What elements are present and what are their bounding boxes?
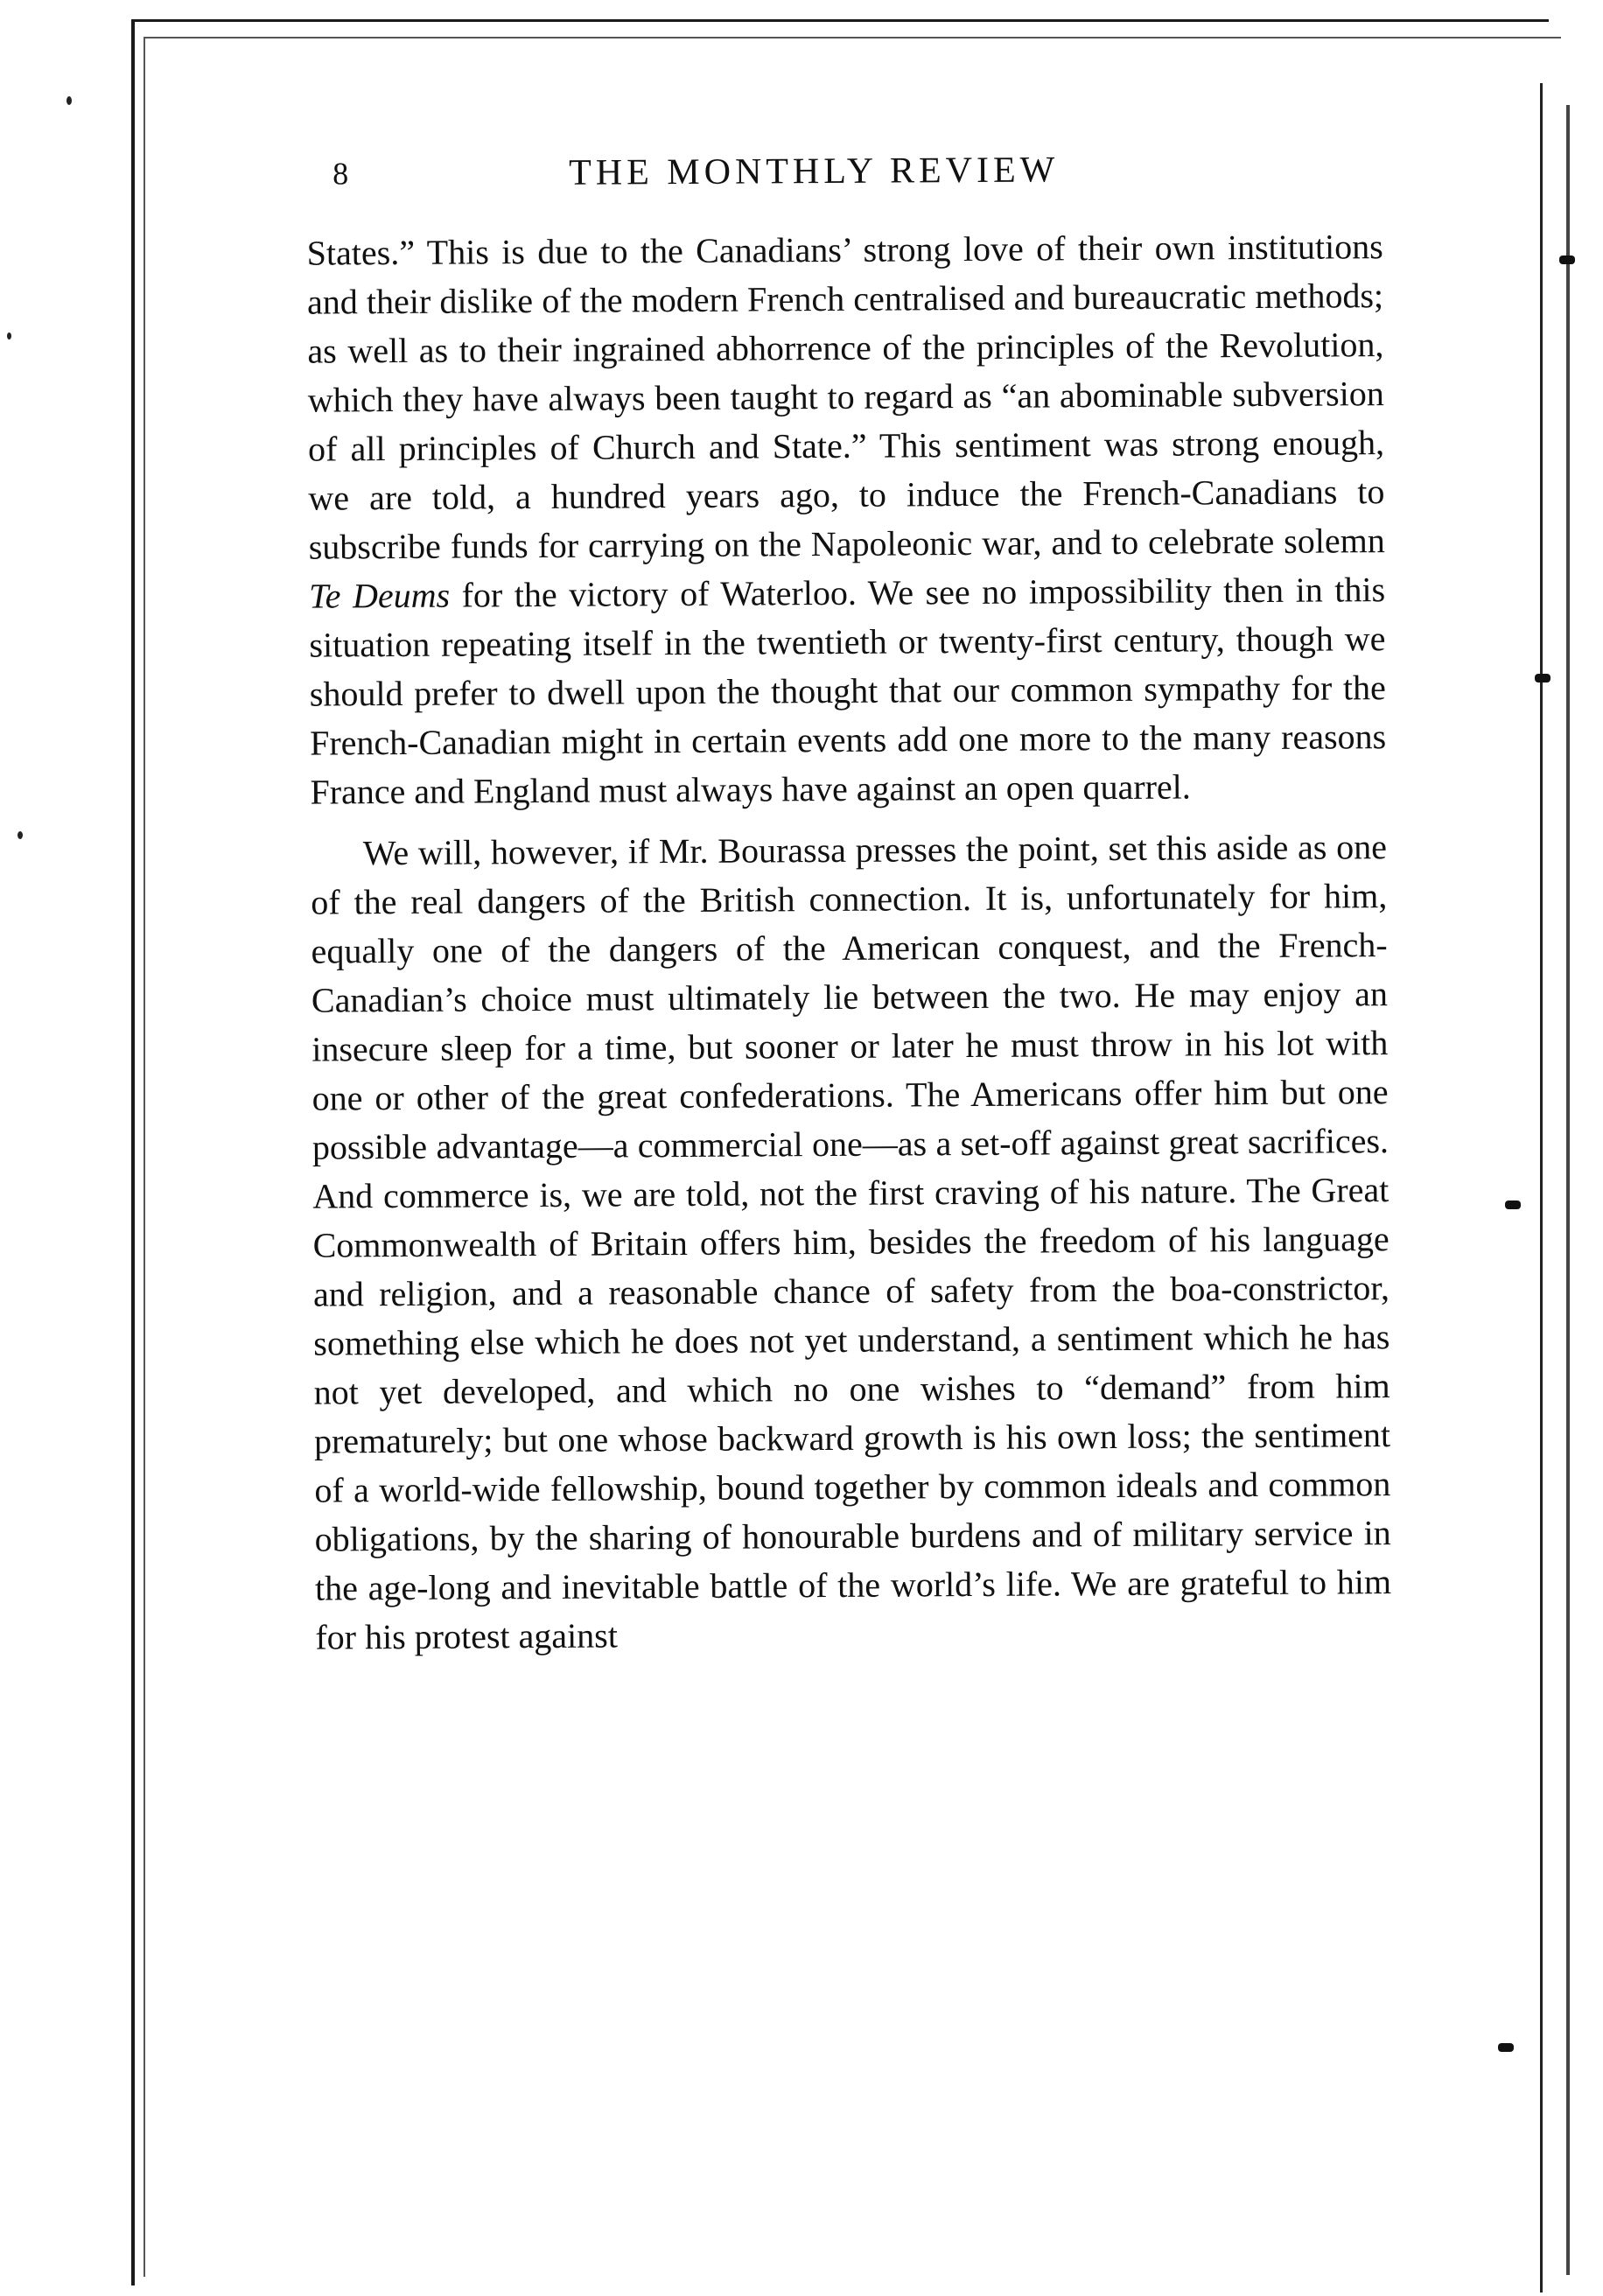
- binding-edge-line: [1566, 105, 1570, 2275]
- document-page: [254, 142, 1404, 2231]
- italic-phrase: Te Deums: [308, 575, 451, 616]
- paragraph-1-text-start: States.” This is due to the Canadians’ strong love of their own institutions and their dislike of the modern French centralised and bureaucratic methods; as well as to their ingrained abhorrence of the principles of the Revolution, which they have always been taught to regard as “an abominable subversion of all principles of Church and State.” This sentiment was strong enough, we are told, a hundred years ago, to induce the French-Canadians to subscribe funds for carrying on the Napoleonic war, and to celebrate solemn: [306, 227, 1385, 567]
- paragraph-2: We will, however, if Mr. Bourassa presses the point, set this aside as one of the real dangers of the British connection. It is, unfortunately for him, equally one of the dangers of the American conquest, and the French-Canadian’s choice must ultimately lie between the two. He may enjoy an insecure sleep for a time, but sooner or later he must throw in his lot with one or other of the great confederations. The Americans offer him but one possible advantage—a commercial one—as a set-off against great sacrifices. And commerce is, we are told, not the first craving of his nature. The Great Commonwealth of Britain offers him, besides the freedom of his language and religion, and a reasonable chance of safety from the boa-constrictor, something else which he does not yet understand, a sentiment which he has not yet developed, and which no one wishes to “demand” from him prematurely; but one whose backward growth is his own loss; the sentiment of a world-wide fellowship, bound together by common ideals and common obligations, by the sharing of honourable burdens and of military service in the age-long and inevitable battle of the world’s life. We are grateful to him for his protest against: [311, 827, 1392, 1657]
- scan-speck: [66, 96, 72, 105]
- binding-mark: [1505, 1200, 1521, 1209]
- binding-mark: [1535, 674, 1550, 682]
- binding-mark: [1559, 256, 1575, 264]
- binding-mark: [1498, 2043, 1514, 2052]
- paragraph-1: [307, 222, 1387, 817]
- running-header: [254, 142, 1391, 219]
- paragraph-1-text-end: for the victory of Waterloo. We see no impossibility then in this situation repeating itself in the twentieth or twenty-first century, though we should prefer to dwell upon the thought that our common sympathy for the French-Canadian might in certain events add one more to the many reasons France and England must always have against an open quarrel.: [309, 570, 1387, 812]
- scan-speck: [18, 831, 23, 839]
- body-text: [307, 222, 1392, 1662]
- running-title: THE MONTHLY REVIEW: [569, 150, 1060, 193]
- page-number: 8: [332, 156, 349, 192]
- scan-speck: [7, 332, 11, 340]
